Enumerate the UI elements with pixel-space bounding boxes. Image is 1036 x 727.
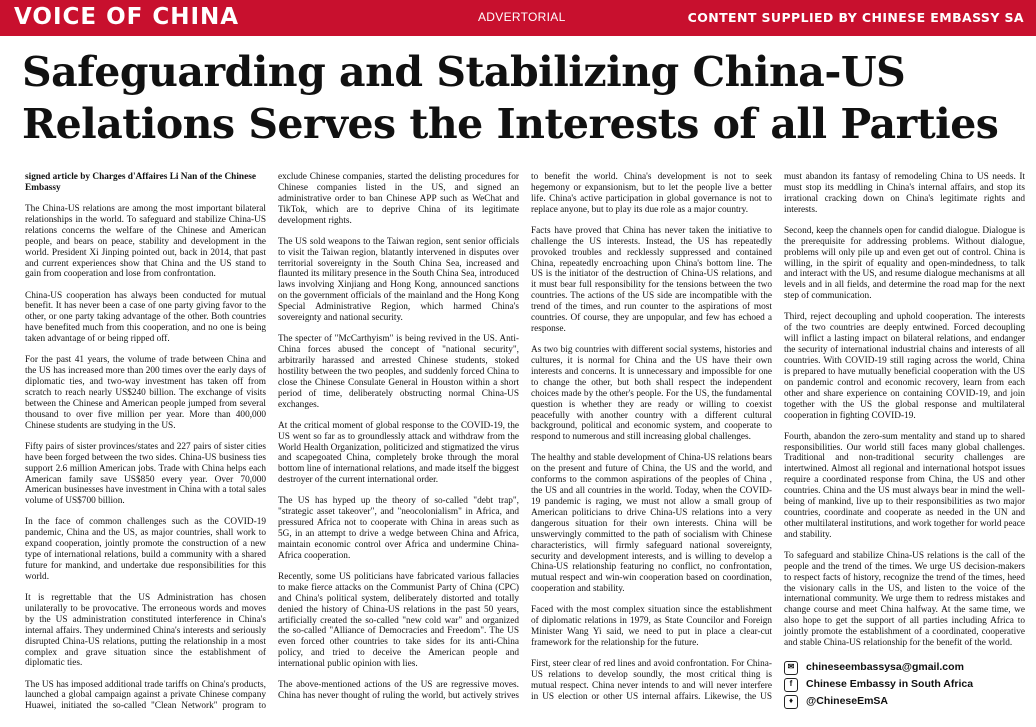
body-paragraph: To safeguard and stabilize China-US relations is the call of the people and the trend of the times. We urge US decision-makers to respect facts of history, recognize the trend of the times, heed the visionary calls in the US, and listen to the voice of the international community. We urge them to redress mistakes and change course and meet China halfway. At the same time, we also hope to get the support of all parties including Africa to jointly promote the establishment of a coordinated, cooperative and stable China-US relationship for the benefit of the world. xyxy=(784,550,1025,649)
body-paragraph: The specter of "McCarthyism" is being revived in the US. Anti-China forces abused the concept of "national security", arbitrarily harassed and arrested Chinese students, stoked hostility between the two peoples, and suddenly forced China to close the Chinese Consulate General in Houston within a short period of time, deliberately obstructing normal China-US exchanges. xyxy=(278,334,519,410)
article-byline: signed article by Charges d'Affaires Li Nan of the Chinese Embassy xyxy=(25,172,256,193)
advertorial-label: ADVERTORIAL xyxy=(478,10,566,24)
body-paragraph: At the critical moment of global response to the COVID-19, the US went so far as to groundlessly attack and withdraw from the World Health Organization, politicized and stigmatized the virus and scapegoated China, completely broke through the moral bottom line of international relations, and made itself the biggest destroyer of the current international order. xyxy=(278,420,519,486)
facebook-contact[interactable] xyxy=(784,676,1025,693)
body-paragraph: China-US cooperation has always been conducted for mutual benefit. It has never been a case of one party giving favor to the other, or one party taking advantage of the other. Both countries have benefited much from this cooperation, and no one is being taken advantage of or being ripped off. xyxy=(25,290,266,345)
body-paragraph: In the face of common challenges such as the COVID-19 pandemic, China and the US, as major countries, shall work to expand cooperation, jointly promote the construction of a new type of international relations, build a community with a shared future for mankind, and undertake due responsibilities for this world. xyxy=(25,517,266,582)
body-paragraph: Fourth, abandon the zero-sum mentality and stand up to shared responsibilities. Our world still faces many global challenges. Traditional and non-traditional security challenges are intertwined. Almost all regional and international hotspot issues require a coordinated response from China, the US and other countries. China and the US must always bear in mind the well-being of mankind, live up to their responsibilities as two major countries, coordinate and cooperate as needed in the UN and other multilateral institutions, and work together for world peace and stability. xyxy=(784,431,1025,540)
body-paragraph: Fifty pairs of sister provinces/states and 227 pairs of sister cities have been forged between the two sides. China-US business ties support 2.6 million American jobs. Trade with China helps each American family save US$850 every year. Over 70,000 American businesses have investment in China with a total sales volume of US$700 billion. xyxy=(25,441,266,507)
body-paragraph: For the past 41 years, the volume of trade between China and the US has increased more than 200 times over the early days of diplomatic ties, and two-way investment has taken off from scratch to reach nearly US$240 billion. The exchange of visits between the Chinese and American people jumped from several thousand to over five million per year. More than 400,000 Chinese students are studying in the US. xyxy=(25,355,266,431)
envelope-icon: ✉ xyxy=(784,661,798,675)
article-headline: Safeguarding and Stabilizing China-US Relations Serves the Interests of all Parties xyxy=(22,48,999,148)
body-paragraph: The above-mentioned actions of the US are regressive moves. China has never thought of ruling the world, but actively strives to benefit the world. China's development is not to seek hegemony or expansionism, but to let the people live a better life. China's active participation in global governance is not to replace anyone, but to play its due role as a major country. xyxy=(278,172,772,702)
supplied-by-label: CONTENT SUPPLIED BY CHINESE EMBASSY SA xyxy=(687,10,1024,25)
body-paragraph: Faced with the most complex situation since the establishment of diplomatic relations in 1979, as State Councilor and Foreign Minister Wang Yi said, we need to put in place a clear-cut framework for the relationship for the future. xyxy=(531,605,772,649)
facebook-contact-text[interactable]: Chinese Embassy in South Africa xyxy=(806,678,974,691)
body-paragraph: The healthy and stable development of China-US relations bears on the present and future of China, the US and the world, and conforms to the common aspirations of the peoples of China , the US and all countries in the world. Today, when the COVID-19 pandemic is raging, we must not allow a small group of American politicians to drive China-US relations into a very dangerous situation for their own interests. China will be unswervingly committed to the path of socialism with Chinese characteristics, will firmly safeguard national sovereignty, security and development interests, and is willing to develop a China-US relationship featuring no conflict, no confrontation, mutual respect and win-win cooperation based on coordination, cooperation and stability. xyxy=(531,453,772,595)
twitter-contact-text[interactable]: @ChineseEmSA xyxy=(806,695,889,708)
article-body xyxy=(25,172,1025,724)
email-contact[interactable] xyxy=(784,659,1025,676)
body-paragraph: As two big countries with different social systems, histories and cultures, it is normal for China and the US have their own interests and concerns. It is unnecessary and impossible for one to change the other, but both shall respect the independent choices made by the other's people. For the US, the fundamental question is whether they are ready or willing to coexist peacefully with another country with a different cultural background, political and economic system, and cooperate to respond to numerous and still increasing global challenges. xyxy=(531,345,772,443)
body-paragraph: First, steer clear of red lines and avoid confrontation. For China-US relations to develop soundly, the most critical thing is mutual respect. China never intends to and will never interfere in US election or other US internal affairs. Likewise, the US must abandon its fantasy of remodeling China to US needs. It must stop its meddling in China's internal affairs, and stop its irrational cracking down on China's legitimate rights and interests. xyxy=(531,172,1025,702)
body-paragraph: Facts have proved that China has never taken the initiative to challenge the US interests. Instead, the US has repeatedly provoked troubles and recklessly suppressed and contained China, repeatedly encroaching upon China's bottom line. The US is the initiator of the destruction of China-US relations, and it must bear full responsibility for the tensions between the two countries. The actions of the US side are incompatible with the trend of the times, and run counter to the aspirations of most countries. Of course, they are unpopular, and few has echoed a response. xyxy=(531,225,772,334)
body-paragraph: The US sold weapons to the Taiwan region, sent senior officials to visit the Taiwan region, blatantly intervened in disputes over territorial sovereignty in the South China Sea, increased and flaunted its military presence in the South China Sea, introduced laws involving Xinjiang and Hong Kong, announced sanctions on the government officials of the mainland and the Hong Kong Special Administrative Region, which harmed China's sovereignty and national security. xyxy=(278,236,519,324)
body-paragraph: The US has hyped up the theory of so-called "debt trap", "strategic asset takeover", and "neocolonialism" in Africa, and pressured Africa not to cooperate with China in areas such as 5G, in an attempt to drive a wedge between China and Africa, maintain economic control over Africa and undermine China-Africa cooperation. xyxy=(278,496,519,561)
body-paragraph: Second, keep the channels open for candid dialogue. Dialogue is the prerequisite for addressing problems. Without dialogue, problems will only pile up and even get out of control. China is willing, in the spirit of equality and open-mindedness, to talk and interact with the US, and resume dialogue mechanisms at all levels and in all fields, and determine the road map for the next step of communication. xyxy=(784,225,1025,302)
top-banner xyxy=(0,0,1036,36)
brand-logo: VOICE OF CHINA xyxy=(14,4,240,30)
body-paragraph: Recently, some US politicians have fabricated various fallacies to make fierce attacks on the Communist Party of China (CPC) and China's political system, deliberately distorted and totally denied the history of China-US relations in the past 50 years, artificially created the so-called "new cold war" and organized the so-called "Alliance of Democracies and Freedom". The US even forced other countries to take sides for its anti-China policy, and tried to deceive the American people and international public opinion with lies. xyxy=(278,571,519,670)
facebook-icon: f xyxy=(784,678,798,692)
twitter-contact[interactable] xyxy=(784,693,1025,710)
body-paragraph: The US has imposed additional trade tariffs on China's products, launched a global campaign against a private Chinese company Huawei, initiated the so-called "Clean Network" program to exclude Chinese companies, started the delisting procedures for Chinese companies listed in the US, and signed an administrative order to ban Chinese APP such as WeChat and TikTok, which are to deprive China of its legitimate development rights. xyxy=(25,172,519,712)
twitter-icon: ♦ xyxy=(784,695,798,709)
body-paragraph: The China-US relations are among the most important bilateral relationships in the world. To safeguard and stabilize China-US relations concerns the welfare of the Chinese and American people, and bears on peace, stability and development in the world. President Xi Jinping pointed out, back in 2014, that past and current experiences show that China and the US stand to gain from cooperation and lose from confrontation. xyxy=(25,204,266,280)
body-paragraph: It is regrettable that the US Administration has chosen unilaterally to be provocative. The erroneous words and moves by the US administration constituted interference in China's internal affairs. They undermined China's interests and seriously disrupted China-US relations, putting the relationship in a most complex and grave situation since the establishment of diplomatic ties. xyxy=(25,593,266,669)
social-contacts xyxy=(784,659,1025,710)
email-contact-text[interactable]: chineseembassysa@gmail.com xyxy=(806,661,964,674)
body-paragraph: Third, reject decoupling and uphold cooperation. The interests of the two countries are deeply entwined. Forced decoupling will inflict a lasting impact on bilateral relations, and endanger the security of international industrial chains and interests of all countries. With COVID-19 still raging across the world, China is prepared to have mutually beneficial cooperation with the US on pandemic control and economic recovery, learn from each other and share experience on containing COVID-19, and join together with the US the global response and multilateral cooperation in fighting COVID-19. xyxy=(784,312,1025,421)
